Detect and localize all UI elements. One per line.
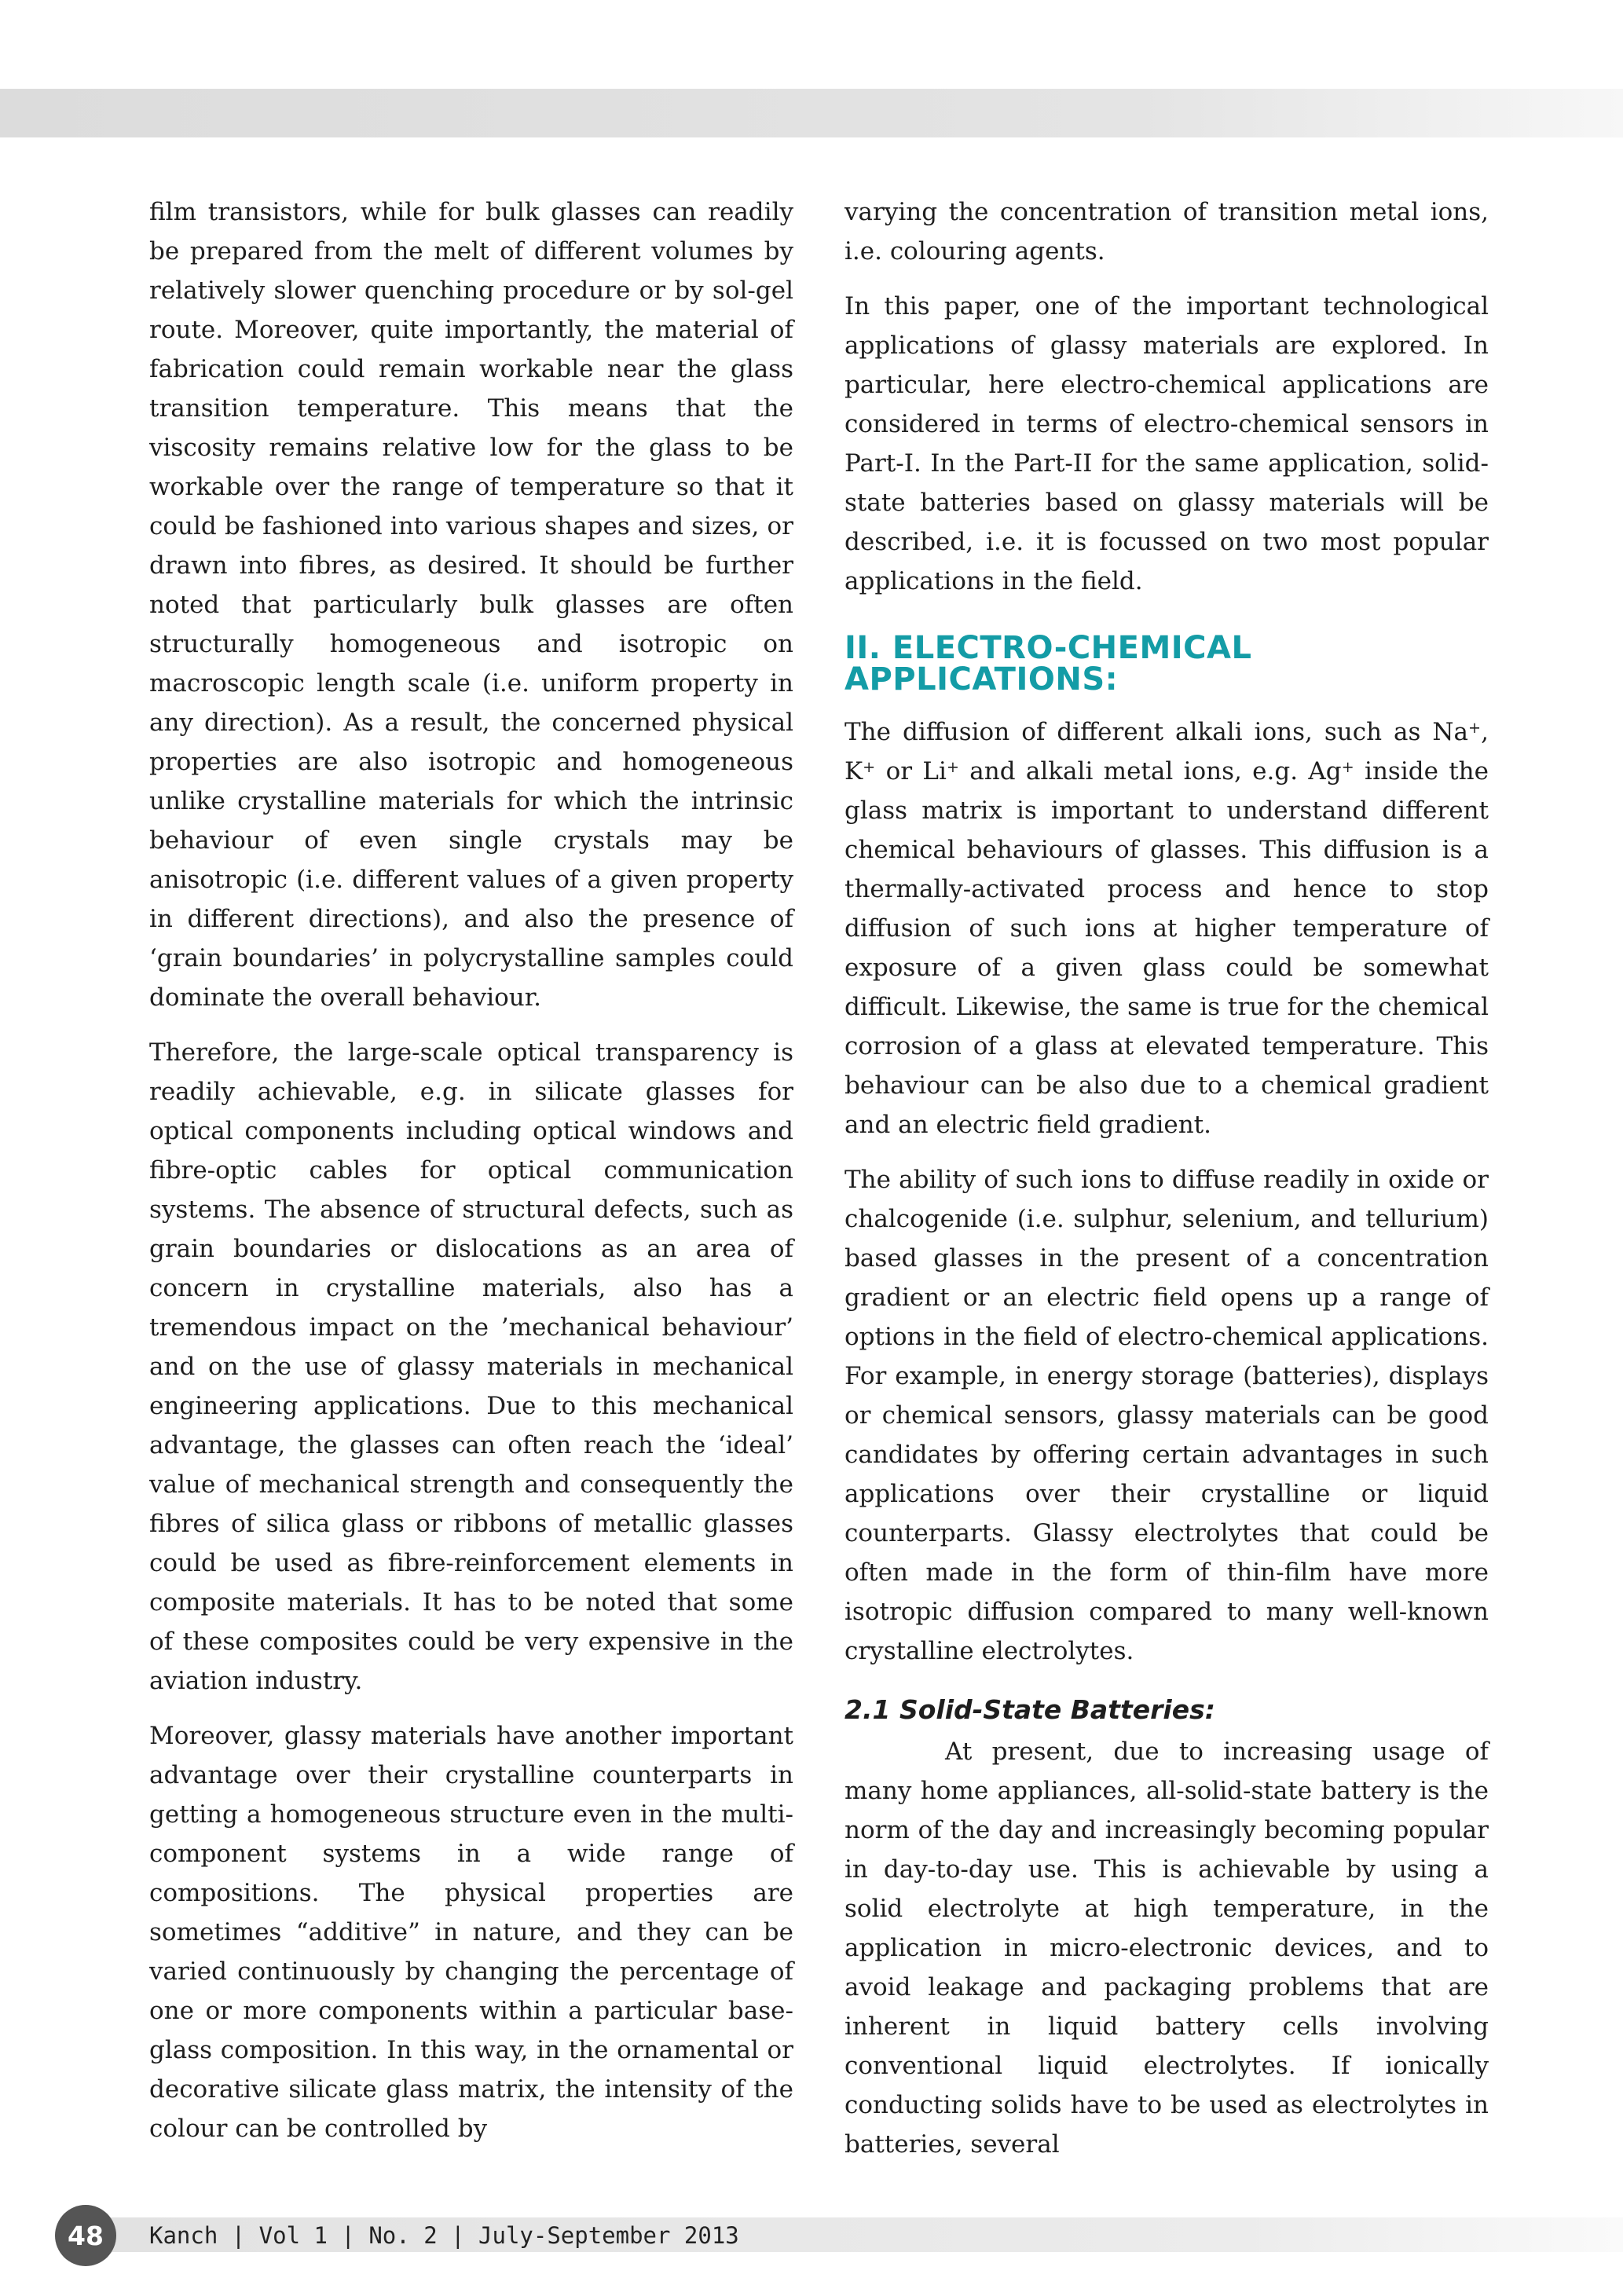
body-paragraph: At present, due to increasing usage of many home appliances, all-solid-state battery is the norm of the day and increasingly becoming popular in day-to-day use. This is achievable by using a solid electrolyte at high temperature, in the application in micro-electronic devices, and to avoid leakage and packaging problems that are inherent in liquid battery cells involving conventional liquid electrolytes. If ionically conducting solids have to be used as electrolytes in batteries, several [844, 1738, 1489, 2159]
superscript: + [863, 758, 876, 777]
text-run: The diffusion of different alkali ions, such as Na [844, 718, 1469, 746]
section-heading-line: II. ELECTRO-CHEMICAL [844, 630, 1252, 666]
body-paragraph: The ability of such ions to diffuse readily in oxide or chalcogenide (i.e. sulphur, selenium, and tellurium) based glasses in the present of a concentration gradient or an electric field opens up a range of options in the field of electro-chemical applications. For example, in energy storage (batteries), displays or chemical sensors, glassy materials can be good candidates by offering certain advantages in such applications over their crystalline or liquid counterparts. Glassy electrolytes that could be often made in the form of thin-film have more isotropic diffusion compared to many well-known crystalline electrolytes. [844, 1166, 1489, 1665]
body-paragraph: film transistors, while for bulk glasses can readily be prepared from the melt of different volumes by relatively slower quenching procedure or by sol-gel route. Moreover, quite importantly, the material of fabrication could remain workable near the glass transition temperature. This means that the viscosity remains relative low for the glass to be workable over the range of temperature so that it could be fashioned into various shapes and sizes, or drawn into fibres, as desired. It should be further noted that particularly bulk glasses are often structurally homogeneous and isotropic on macroscopic length scale (i.e. uniform property in any direction). As a result, the concerned physical properties are also isotropic and homogeneous unlike crystalline materials for which the intrinsic behaviour of even single crystals may be anisotropic (i.e. different values of a given property in different directions), and also the presence of ‘grain boundaries’ in polycrystalline samples could dominate the overall behaviour. [149, 198, 793, 1012]
subsection-heading: 2.1 Solid-State Batteries: [844, 1694, 1215, 1725]
text-run: , K [844, 718, 1489, 785]
superscript: + [946, 758, 959, 777]
footer-citation: Kanch | Vol 1 | No. 2 | July-September 2013 [149, 2222, 739, 2249]
body-paragraph: Moreover, glassy materials have another important advantage over their crystalline counterparts in getting a homogeneous structure even in the multi-component systems in a wide range of compositions. The physical properties are sometimes “additive” in nature, and they can be varied continuously by changing the percentage of one or more components within a particular base-glass composition. In this way, in the ornamental or decorative silicate glass matrix, the intensity of the colour can be controlled by [149, 1722, 793, 2143]
text-run: or Li [875, 757, 947, 785]
body-paragraph [844, 712, 1489, 1144]
body-paragraph: varying the concentration of transition metal ions, i.e. colouring agents. [844, 198, 1489, 265]
text-run: inside the glass matrix is important to understand different chemical behaviours of glasses. This diffusion is a thermally-activated process and hence to stop diffusion of such ions at higher temperature of exposure of a given glass could be somewhat difficult. Likewise, the same is true for the chemical corrosion of a glass at elevated temperature. This behaviour can be also due to a chemical gradient and an electric field gradient. [844, 757, 1489, 1139]
page-number-badge: 48 [55, 2205, 116, 2266]
right-column [844, 192, 1489, 2180]
body-paragraph: In this paper, one of the important technological applications of glassy materials are explored. In particular, here electro-chemical applications are considered in terms of electro-chemical sensors in Part-I. In the Part-II for the same application, solid-state batteries based on glassy materials will be described, i.e. it is focussed on two most popular applications in the field. [844, 292, 1489, 595]
section-heading-line: APPLICATIONS: [844, 661, 1119, 698]
left-column [149, 192, 793, 2164]
superscript: + [1341, 758, 1354, 777]
text-run: and alkali metal ions, e.g. Ag [958, 757, 1342, 785]
body-paragraph: Therefore, the large-scale optical transparency is readily achievable, e.g. in silicate glasses for optical components including optical windows and fibre-optic cables for optical communication systems. The absence of structural defects, such as grain boundaries or dislocations as an area of concern in crystalline materials, also has a tremendous impact on the ’mechanical behaviour’ and on the use of glassy materials in mechanical engineering applications. Due to this mechanical advantage, the glasses can often reach the ‘ideal’ value of mechanical strength and consequently the fibres of silica glass or ribbons of metallic glasses could be used as fibre-reinforcement elements in composite materials. It has to be noted that some of these composites could be very expensive in the aviation industry. [149, 1038, 793, 1695]
header-band [0, 89, 1623, 137]
section-heading [844, 630, 1489, 698]
superscript: + [1468, 719, 1482, 738]
